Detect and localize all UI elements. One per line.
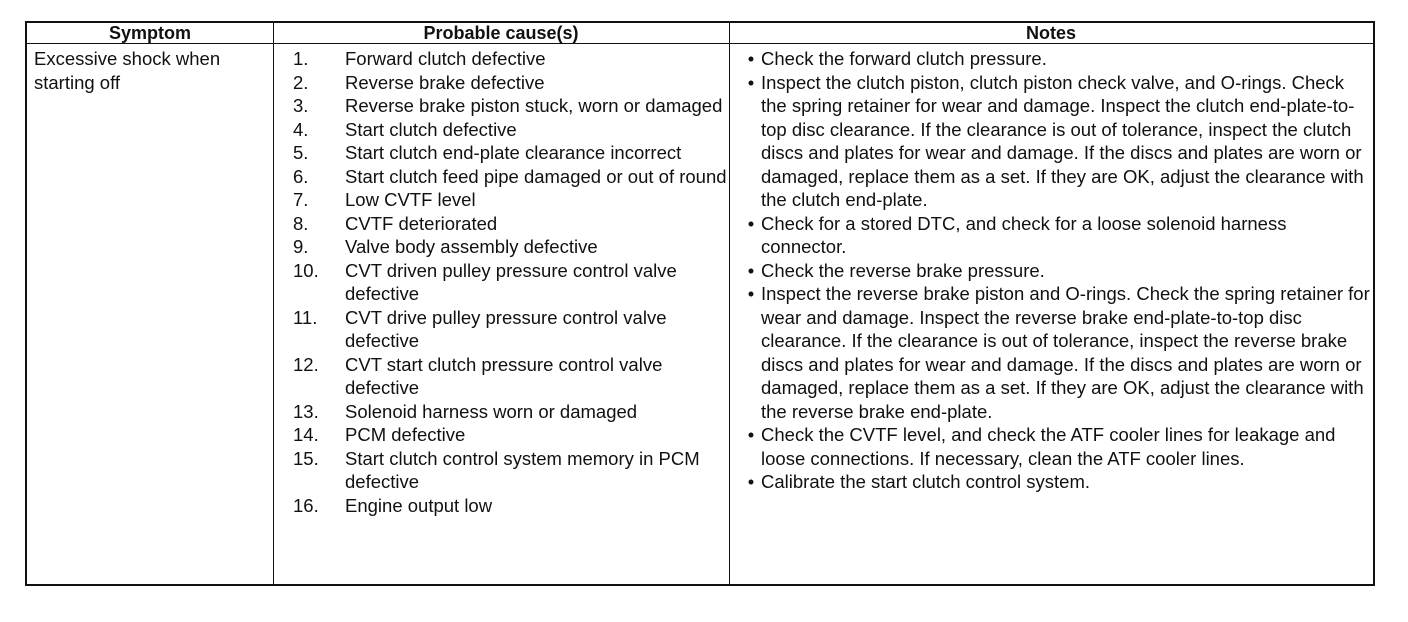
cause-number: 11. [293,306,318,328]
note-item [741,71,1371,212]
bullet-icon: • [747,48,755,69]
cause-item [289,400,729,424]
header-divider [27,43,1373,44]
cause-text: CVTF deteriorated [345,212,498,234]
cause-item [289,447,729,494]
cause-number: 6. [293,165,309,187]
header-symptom: Symptom [108,23,191,43]
cause-text: PCM defective [345,424,466,445]
cause-number: 10. [293,259,319,281]
bullet-icon: • [747,259,755,281]
cause-text: Solenoid harness worn or damaged [345,400,638,422]
bullet-icon: • [747,424,755,445]
note-item [741,470,1371,494]
header-probable-causes: Probable cause(s) [423,23,579,43]
bullet-icon: • [747,283,755,304]
cause-text: CVT start clutch pressure control valve defective [345,353,663,398]
cause-text: Start clutch feed pipe damaged or out of round [345,165,727,187]
cause-text: Start clutch defective [345,118,517,140]
cause-item [289,141,729,165]
cause-number: 15. [293,447,319,469]
cause-item [289,353,729,400]
cause-item [289,118,729,142]
cause-item [289,94,729,118]
note-item [741,212,1371,259]
cause-item [289,235,729,259]
bullet-icon: • [747,212,755,234]
cause-item [289,494,729,518]
note-item [741,282,1371,423]
cause-number: 8. [293,212,309,234]
bullet-icon: • [747,71,755,93]
cause-text: Valve body assembly defective [345,236,598,257]
note-text: Check the reverse brake pressure. [761,259,1045,281]
note-text: Check the forward clutch pressure. [761,48,1047,69]
bullet-icon: • [747,471,755,492]
cause-number: 2. [293,71,309,93]
cause-item [289,259,729,306]
cause-number: 12. [293,353,319,375]
cause-text: Reverse brake defective [345,71,545,93]
note-text: Calibrate the start clutch control system. [761,471,1091,492]
cause-number: 16. [293,494,319,516]
note-item [741,47,1371,71]
cause-number: 1. [293,48,309,69]
cause-number: 5. [293,142,309,163]
troubleshooting-table [25,21,1375,586]
cause-text: Low CVTF level [345,189,476,210]
causes-list [289,47,729,517]
cause-item [289,306,729,353]
cause-item [289,165,729,189]
cause-text: CVT driven pulley pressure control valve defective [345,259,677,304]
cause-number: 3. [293,95,309,116]
cause-item [289,71,729,95]
symptom-cell: Excessive shock when starting off [34,48,221,93]
header-notes: Notes [1025,23,1076,43]
column-divider [273,23,274,584]
cause-text: Start clutch end-plate clearance incorrect [345,142,682,163]
cause-text: Reverse brake piston stuck, worn or damaged [345,95,723,116]
cause-number: 4. [293,118,309,140]
cause-text: Start clutch control system memory in PCM defective [345,447,700,492]
cause-text: Engine output low [345,494,493,516]
cause-number: 9. [293,236,309,257]
cause-item [289,188,729,212]
notes-list [741,47,1371,494]
note-text: Inspect the reverse brake piston and O-rings. Check the spring retainer for wear and damage. Inspect the reverse brake end-plate-to-top disc clearance. If the clearance is out of tolerance, inspect the reverse brake discs and plates for wear and damage. If the discs and plates are worn or damaged, replace them as a set. If they are OK, adjust the clearance with the reverse brake end-plate. [761,283,1370,422]
cause-item [289,423,729,447]
cause-number: 7. [293,189,309,210]
cause-item [289,212,729,236]
note-item [741,259,1371,283]
cause-text: CVT drive pulley pressure control valve defective [345,306,667,351]
cause-number: 13. [293,400,319,422]
cause-number: 14. [293,424,319,445]
cause-item [289,47,729,71]
note-text: Check the CVTF level, and check the ATF cooler lines for leakage and loose connections. If necessary, clean the ATF cooler lines. [761,424,1336,469]
column-divider [729,23,730,584]
note-text: Check for a stored DTC, and check for a loose solenoid harness connector. [761,212,1287,257]
cause-text: Forward clutch defective [345,48,546,69]
note-item [741,423,1371,470]
note-text: Inspect the clutch piston, clutch piston check valve, and O-rings. Check the spring retainer for wear and damage. Inspect the clutch end-plate-to-top disc clearance. If the clearance is out of tolerance, inspect the clutch discs and plates for wear and damage. If the discs and plates are worn or damaged, replace them as a set. If they are OK, adjust the clearance with the clutch end-plate. [761,71,1364,210]
